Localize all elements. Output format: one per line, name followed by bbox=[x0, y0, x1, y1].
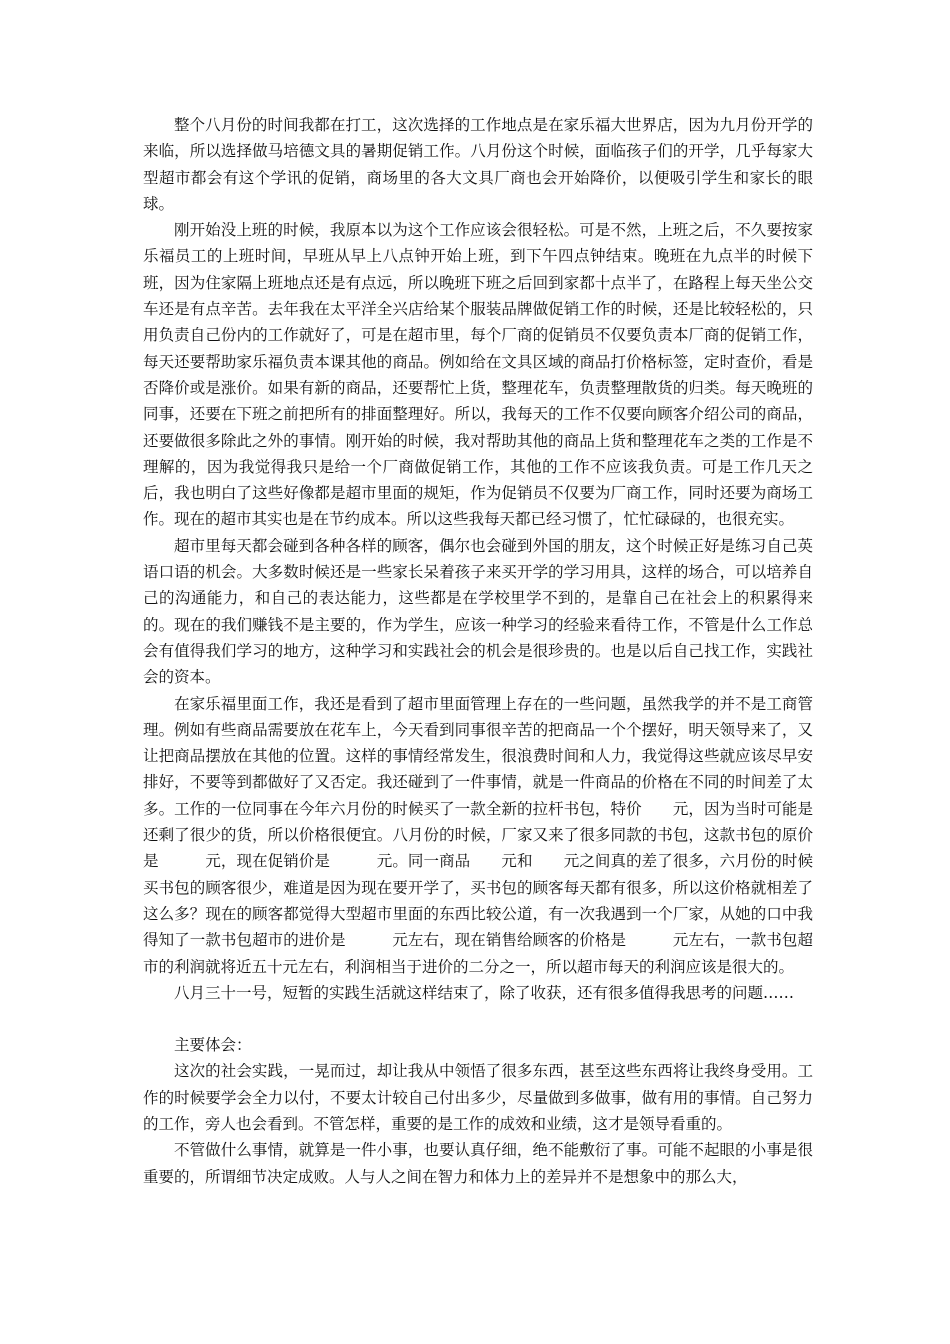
paragraph-1: 整个八月份的时间我都在打工，这次选择的工作地点是在家乐福大世界店，因为九月份开学的来临，所以选择做马培德文具的暑期促销工作。八月份这个时候，面临孩子们的开学，几乎每家大型超市都会有这个学讯的促销，商场里的各大文具厂商也会开始降价，以便吸引学生和家长的眼球。 bbox=[143, 116, 813, 213]
paragraph-3: 超市里每天都会碰到各种各样的顾客，偶尔也会碰到外国的朋友，这个时候正好是练习自己英语口语的机会。大多数时候还是一些家长呆着孩子来买开学的学习用具，这样的场合，可以培养自己的沟通能力，和自己的表达能力，这些都是在学校里学不到的，是靠自己在社会上的积累得来的。现在的我们赚钱不是主要的，作为学生，应该一种学习的经验来看待工作，不管是什么工作总会有值得我们学习的地方，这种学习和实践社会的机会是很珍贵的。也是以后自己找工作，实践社会的资本。 bbox=[143, 536, 813, 687]
blank-line bbox=[143, 1006, 813, 1032]
section-paragraph-1: 这次的社会实践，一晃而过，却让我从中领悟了很多东西，甚至这些东西将让我终身受用。工作的时候要学会全力以付，不要太计较自己付出多少，尽量做到多做事，做有用的事情。自己努力的工作，旁人也会看到。不管怎样，重要的是工作的成效和业绩，这才是领导看重的。 bbox=[143, 1062, 813, 1133]
paragraph-5: 八月三十一号，短暂的实践生活就这样结束了，除了收获，还有很多值得我思考的问题…… bbox=[174, 983, 795, 1002]
document-page bbox=[143, 112, 813, 1190]
section-paragraph-2: 不管做什么事情，就算是一件小事，也要认真仔细，绝不能敷衍了事。可能不起眼的小事是很重要的，所谓细节决定成败。人与人之间在智力和体力上的差异并不是想象中的那么大， bbox=[143, 1141, 813, 1186]
section-heading: 主要体会： bbox=[174, 1036, 252, 1055]
paragraph-4: 在家乐福里面工作，我还是看到了超市里面管理上存在的一些问题，虽然我学的并不是工商管理。例如有些商品需要放在花车上，今天看到同事很辛苦的把商品一个个摆好，明天领导来了，又让把商品摆放在其他的位置。这样的事情经常发生，很浪费时间和人力，我觉得这些就应该尽早安排好，不要等到都做好了又否定。我还碰到了一件事情，就是一件商品的价格在不同的时间差了太多。工作的一位同事在今年六月份的时候买了一款全新的拉杆书包，特价 元，因为当时可能是还剩了很少的货，所以价格很便宜。八月份的时候，厂家又来了很多同款的书包，这款书包的原价是 元，现在促销价是 元。同一商品 元和 元之间真的差了很多，六月份的时候买书包的顾客很少，难道是因为现在要开学了，买书包的顾客每天都有很多，所以这价格就相差了这么多？现在的顾客都觉得大型超市里面的东西比较公道，有一次我遇到一个厂家，从她的口中我得知了一款书包超市的进价是 元左右，现在销售给顾客的价格是 元左右，一款书包超市的利润就将近五十元左右，利润相当于进价的二分之一，所以超市每天的利润应该是很大的。 bbox=[143, 694, 813, 976]
paragraph-2: 刚开始没上班的时候，我原本以为这个工作应该会很轻松。可是不然，上班之后，不久要按家乐福员工的上班时间，早班从早上八点钟开始上班，到下午四点钟结束。晚班在九点半的时候下班，因为住家隔上班地点还是有点远，所以晚班下班之后回到家都十点半了，在路程上每天坐公交车还是有点辛苦。去年我在太平洋全兴店给某个服装品牌做促销工作的时候，还是比较轻松的，只用负责自己份内的工作就好了，可是在超市里，每个厂商的促销员不仅要负责本厂商的促销工作，每天还要帮助家乐福负责本课其他的商品。例如给在文具区域的商品打价格标签，定时查价，看是否降价或是涨价。如果有新的商品，还要帮忙上货，整理花车，负责整理散货的归类。每天晚班的同事，还要在下班之前把所有的排面整理好。所以，我每天的工作不仅要向顾客介绍公司的商品，还要做很多除此之外的事情。刚开始的时候，我对帮助其他的商品上货和整理花车之类的工作是不理解的，因为我觉得我只是给一个厂商做促销工作，其他的工作不应该我负责。可是工作几天之后，我也明白了这些好像都是超市里面的规矩，作为促销员不仅要为厂商工作，同时还要为商场工作。现在的超市其实也是在节约成本。所以这些我每天都已经习惯了，忙忙碌碌的，也很充实。 bbox=[143, 221, 813, 529]
